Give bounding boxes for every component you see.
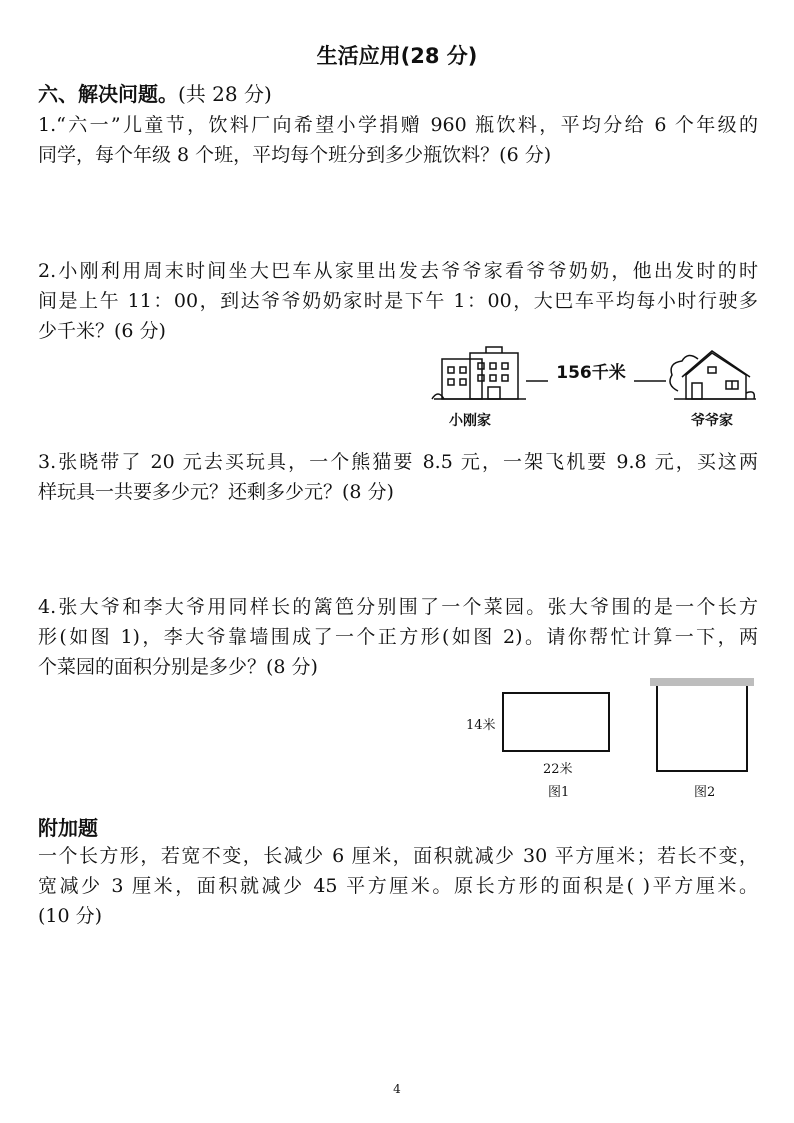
q4-line-2: 形(如图 1)，李大爷靠墙围成了一个正方形(如图 2)。请你帮忙计算一下，两 [38, 626, 758, 648]
q3-line-2: 样玩具一共要多少元？还剩多少元？(8 分) [38, 481, 394, 503]
fig1-width-label: 14米 [466, 718, 496, 733]
q2-figure [430, 345, 760, 437]
house-icon [670, 351, 756, 399]
page-number: 4 [393, 1082, 401, 1096]
q1-line-2: 同学，每个年级 8 个班，平均每个班分到多少瓶饮料？(6 分) [38, 144, 552, 166]
fig2-square [656, 686, 748, 772]
fig1-caption: 图1 [548, 785, 570, 800]
q3-line-1: 3.张晓带了 20 元去买玩具，一个熊猫要 8.5 元，一架飞机要 9.8 元，买这两 [38, 451, 758, 473]
fig1-length-label: 22米 [543, 762, 573, 777]
distance-label: 156千米 [556, 363, 626, 383]
section-heading [38, 78, 272, 107]
fig2-caption: 图2 [694, 785, 716, 800]
q2-line-3: 少千米？(6 分) [38, 320, 166, 342]
q2-line-2: 间是上午 11：00，到达爷爷奶奶家时是下午 1：00，大巴车平均每小时行驶多 [38, 290, 758, 312]
bonus-line-1: 一个长方形，若宽不变，长减少 6 厘米，面积就减少 30 平方厘米；若长不变， [38, 845, 758, 867]
q4-line-3: 个菜园的面积分别是多少？(8 分) [38, 656, 318, 678]
q2-line-1: 2.小刚利用周末时间坐大巴车从家里出发去爷爷家看爷爷奶奶，他出发时的时 [38, 260, 758, 282]
bonus-line-3: (10 分) [38, 905, 103, 927]
q1-line-1: 1.“六一”儿童节，饮料厂向希望小学捐赠 960 瓶饮料，平均分给 6 个年级的 [38, 114, 758, 136]
fig2-wall [650, 678, 754, 686]
section-title: 六、解决问题。 [38, 82, 178, 106]
bonus-heading: 附加题 [38, 816, 98, 840]
home-label: 小刚家 [449, 413, 491, 429]
page-title: 生活应用(28 分) [316, 44, 478, 68]
fig1-rectangle [502, 692, 610, 752]
grandpa-home-label: 爷爷家 [691, 413, 733, 429]
bonus-line-2: 宽减少 3 厘米，面积就减少 45 平方厘米。原长方形的面积是( )平方厘米。 [38, 875, 758, 897]
section-score: (共 28 分) [178, 82, 272, 106]
q4-line-1: 4.张大爷和李大爷用同样长的篱笆分别围了一个菜园。张大爷围的是一个长方 [38, 596, 758, 618]
school-building-icon [432, 347, 526, 399]
